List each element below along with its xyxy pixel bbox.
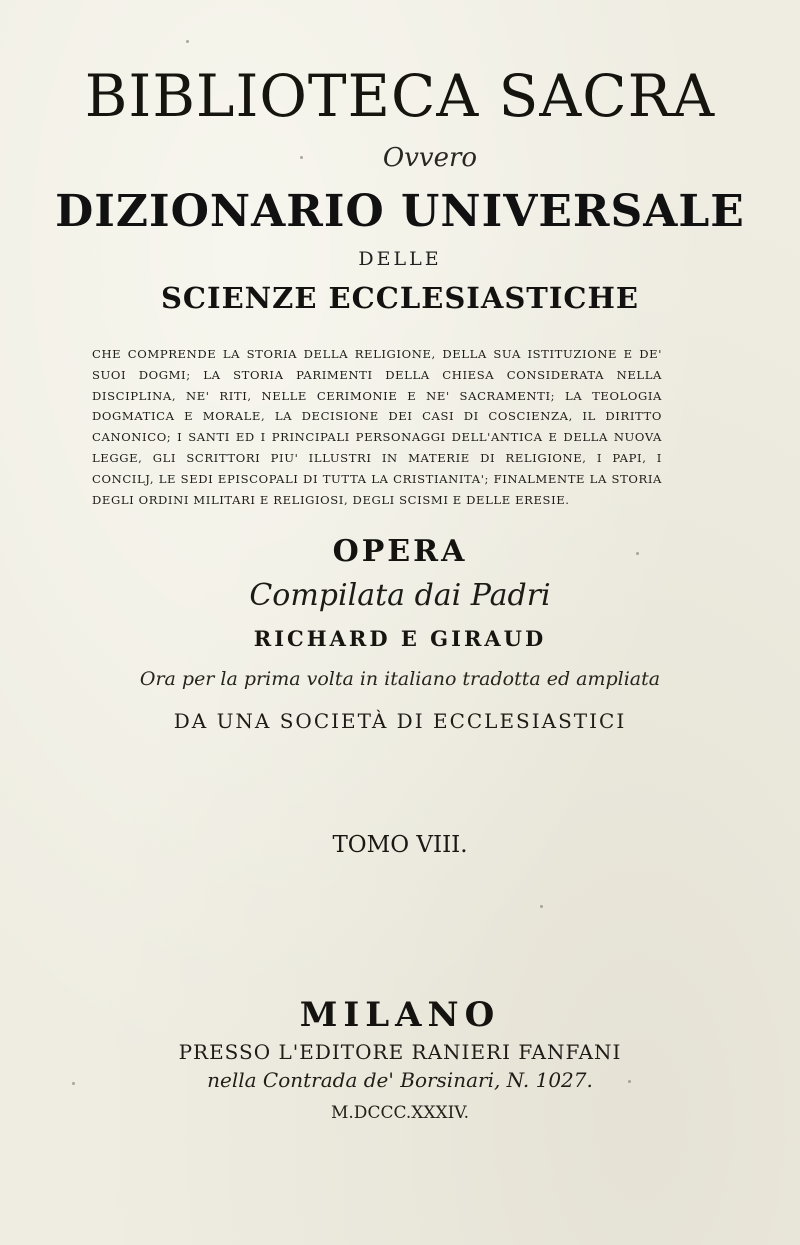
scienze-heading: SCIENZE ECCLESIASTICHE (160, 281, 639, 315)
book-subtitle: DIZIONARIO UNIVERSALE (55, 186, 745, 237)
city-text: MILANO (299, 995, 501, 1035)
compilata-text: Compilata dai Padri (249, 578, 551, 613)
society-text: DA UNA SOCIETÀ DI ECCLESIASTICI (173, 709, 627, 733)
speck (636, 552, 639, 555)
address-text: nella Contrada de' Borsinari, N. 1027. (207, 1068, 593, 1092)
authors-text: RICHARD E GIRAUD (253, 626, 547, 651)
speck (300, 156, 303, 159)
speck (628, 1080, 631, 1083)
ovvero-text: Ovvero (382, 143, 478, 173)
description-paragraph: CHE COMPRENDE LA STORIA DELLA RELIGIONE, DELLA SUA ISTITUZIONE E DE' SUOI DOGMI; LA STORIA PARIMENTI DELLA CHIESA CONSIDERATA NELLA DISCIPLINA, NE' RITI, NELLE CERIMONIE E NE' SACRAMENTI; LA TEOLOGIA DOGMATICA E MORALE, LA DECISIONE DEI CASI DI COSCIENZA, IL DIRITTO CANONICO; I SANTI ED I PRINCIPALI PERSONAGGI DELL'ANTICA E DELLA NUOVA LEGGE, GLI SCRITTORI PIU' ILLUSTRI IN MATERIE DI RELIGIONE, I PAPI, I CONCILJ, LE SEDI EPISCOPALI DI TUTTA LA CRISTIANITA'; FINALMENTE LA STORIA DEGLI ORDINI MILITARI E RELIGIOSI, DEGLI SCISMI E DELLE ERESIE. (92, 347, 662, 507)
opera-heading: OPERA (332, 534, 468, 569)
book-title: BIBLIOTECA SACRA (84, 62, 716, 130)
volume-number: TOMO VIII. (332, 832, 468, 858)
delle-text: DELLE (358, 248, 442, 270)
year-text: M.DCCC.XXXIV. (331, 1103, 469, 1123)
translation-note: Ora per la prima volta in italiano tradotta ed ampliata (139, 668, 661, 690)
speck (186, 40, 189, 43)
publisher-text: PRESSO L'EDITORE RANIERI FANFANI (178, 1040, 622, 1064)
speck (72, 1082, 75, 1085)
speck (540, 905, 543, 908)
